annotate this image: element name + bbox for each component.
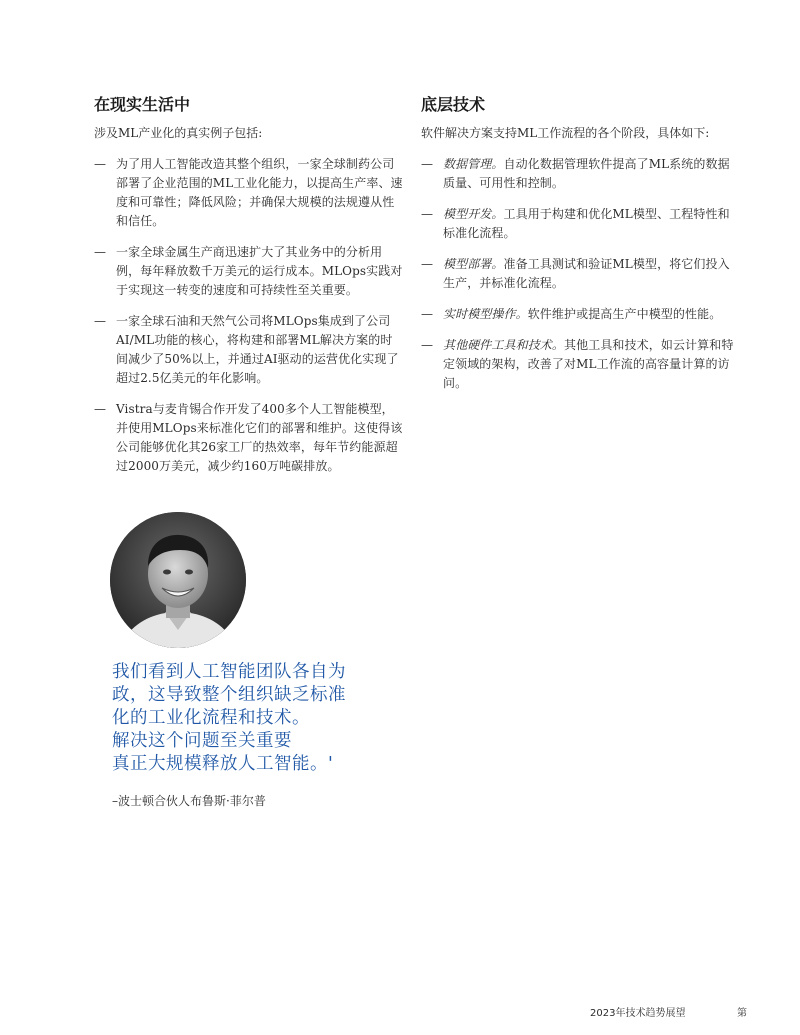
list-item [94,312,404,388]
list-item-term: 其他硬件工具和技术。 [443,338,565,352]
list-item-text: 自动化数据管理软件提高了ML系统的数据质量、可用性和控制。 [443,157,730,190]
dash-bullet: — [421,257,434,271]
list-item [421,205,736,243]
list-item-term: 模型开发。 [443,207,504,221]
dash-bullet: — [94,245,107,259]
quote-line: 政，这导致整个组织缺乏标准 [112,685,346,705]
quote-line: 化的工业化流程和技术。 [112,708,310,728]
list-item [94,400,404,476]
quote-line: 我们看到人工智能团队各自为 [112,662,346,682]
footer-page-marker: 第 [737,1008,747,1019]
list-item-text: 其他工具和技术，如云计算和特定领域的架构，改善了对ML工作流的高容量计算的访问。 [443,338,734,390]
list-item-text: 软件维护或提高生产中模型的性能。 [527,307,722,321]
list-item-text: Vistra与麦肯锡合作开发了400多个人工智能模型，并使用MLOps来标准化它们的部署和维护。这使得该公司能够优化其26家工厂的热效率，每年节约能源超过2000万美元，减少约160万吨碳排放。 [116,402,403,473]
section-intro: 涉及ML产业化的真实例子包括: [94,126,263,140]
list-item [94,243,404,300]
list-item [421,155,736,193]
dash-bullet: — [94,157,107,171]
list-item [94,155,404,231]
list-item [421,336,736,393]
quote-line: 解决这个问题至关重要 [112,731,292,751]
footer-report-title: 2023年技术趋势展望 [590,1008,686,1019]
dash-bullet: — [421,207,434,221]
list-item-text: 准备工具测试和验证ML模型，将它们投入生产，并标准化流程。 [443,257,730,290]
left-column [94,94,404,488]
list-item-text: 工具用于构建和优化ML模型、工程特性和标准化流程。 [443,207,730,240]
list-item-text: 为了用人工智能改造其整个组织，一家全球制药公司部署了企业范围的ML工业化能力，以提高生产率、速度和可靠性；降低风险；并确保大规模的法规遵从性和信任。 [116,157,403,228]
right-column [421,94,736,405]
section-heading-real-life: 在现实生活中 [94,95,191,114]
section-intro: 软件解决方案支持ML工作流程的各个阶段，具体如下: [421,126,710,140]
dash-bullet: — [94,402,107,416]
dash-bullet: — [421,338,434,352]
portrait-illustration [110,512,246,648]
list-item-term: 数据管理。 [443,157,504,171]
list-item [421,255,736,293]
speaker-portrait [110,512,246,648]
quote-line: 真正大规模释放人工智能。' [112,754,334,774]
list-item-text: 一家全球石油和天然气公司将MLOps集成到了公司AI/ML功能的核心，将构建和部署ML解决方案的时间减少了50%以上，并通过AI驱动的运营优化实现了超过2.5亿美元的年化影响。 [116,314,399,385]
quote-attribution: –波士顿合伙人布鲁斯·菲尔普 [112,794,266,808]
dash-bullet: — [421,307,434,321]
dash-bullet: — [421,157,434,171]
pull-quote [112,661,412,776]
list-item-term: 实时模型操作。 [443,307,528,321]
list-item-text: 一家全球金属生产商迅速扩大了其业务中的分析用例，每年释放数千万美元的运行成本。MLOps实践对于实现这一转变的速度和可持续性至关重要。 [116,245,403,297]
dash-bullet: — [94,314,107,328]
section-heading-technology: 底层技术 [421,95,486,114]
list-item [421,305,736,324]
technology-list [421,155,736,393]
examples-list [94,155,404,476]
list-item-term: 模型部署。 [443,257,504,271]
